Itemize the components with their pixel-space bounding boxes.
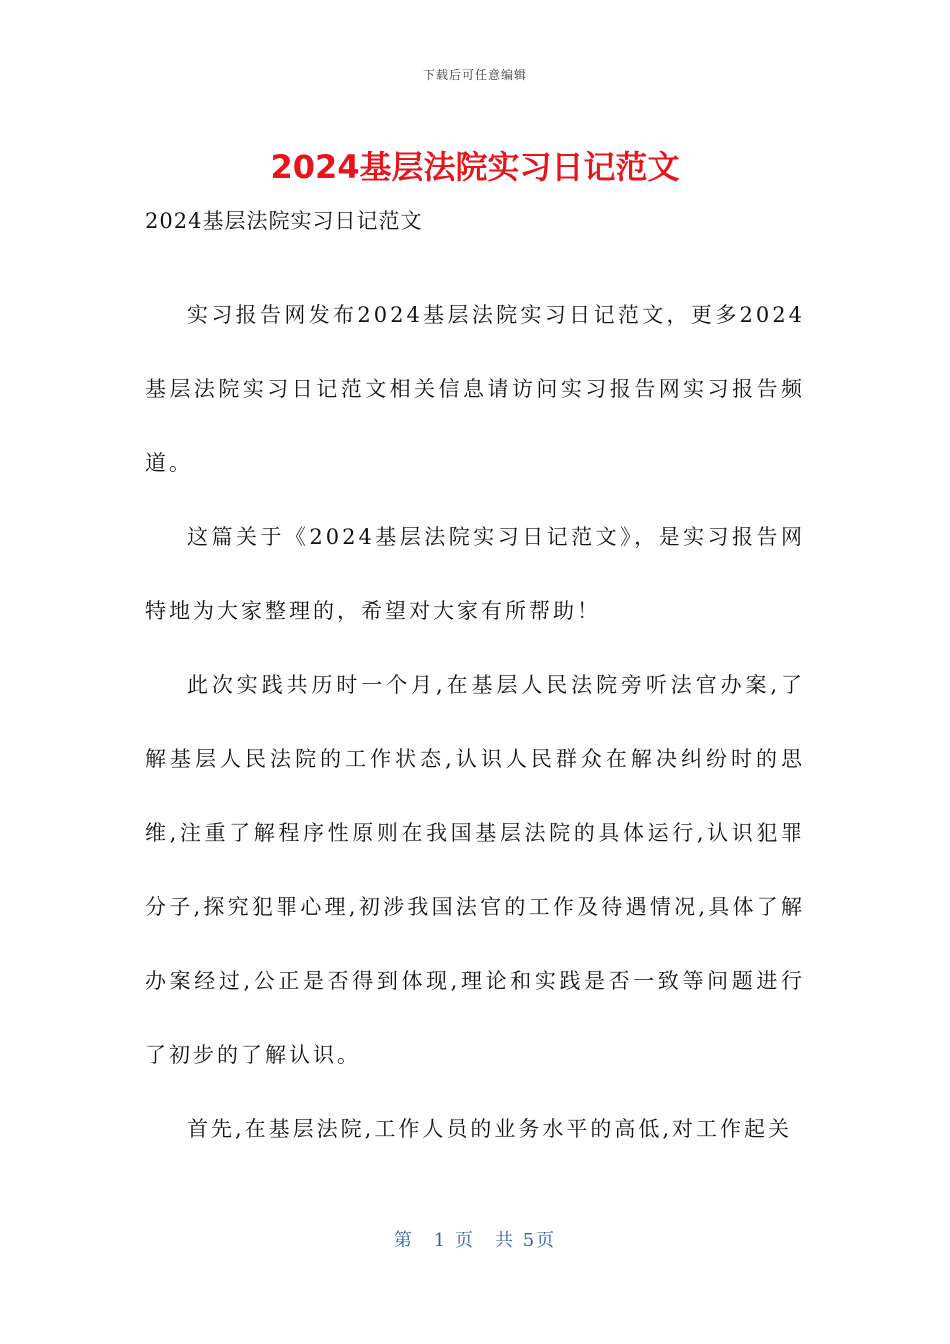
- header-note: 下载后可任意编辑: [422, 68, 527, 82]
- document-title: 2024基层法院实习日记范文: [270, 148, 680, 186]
- document-body: [145, 278, 805, 1166]
- paragraph: 此次实践共历时一个月,在基层人民法院旁听法官办案,了解基层人民法院的工作状态,认识人民群众在解决纠纷时的思维,注重了解程序性原则在我国基层法院的具体运行,认识犯罪分子,探究犯罪心理,初涉我国法官的工作及待遇情况,具体了解办案经过,公正是否得到体现,理论和实践是否一致等问题进行了初步的了解认识。: [145, 673, 805, 1067]
- page-number-footer: 第 1 页 共 5页: [393, 1230, 557, 1251]
- paragraph: 首先,在基层法院,工作人员的业务水平的高低,对工作起关: [187, 1117, 793, 1141]
- document-subtitle: 2024基层法院实习日记范文: [145, 209, 423, 233]
- paragraph: 实习报告网发布2024基层法院实习日记范文，更多2024基层法院实习日记范文相关信息请访问实习报告网实习报告频道。: [145, 303, 805, 475]
- paragraph: 这篇关于《2024基层法院实习日记范文》，是实习报告网特地为大家整理的，希望对大家有所帮助！: [145, 525, 805, 623]
